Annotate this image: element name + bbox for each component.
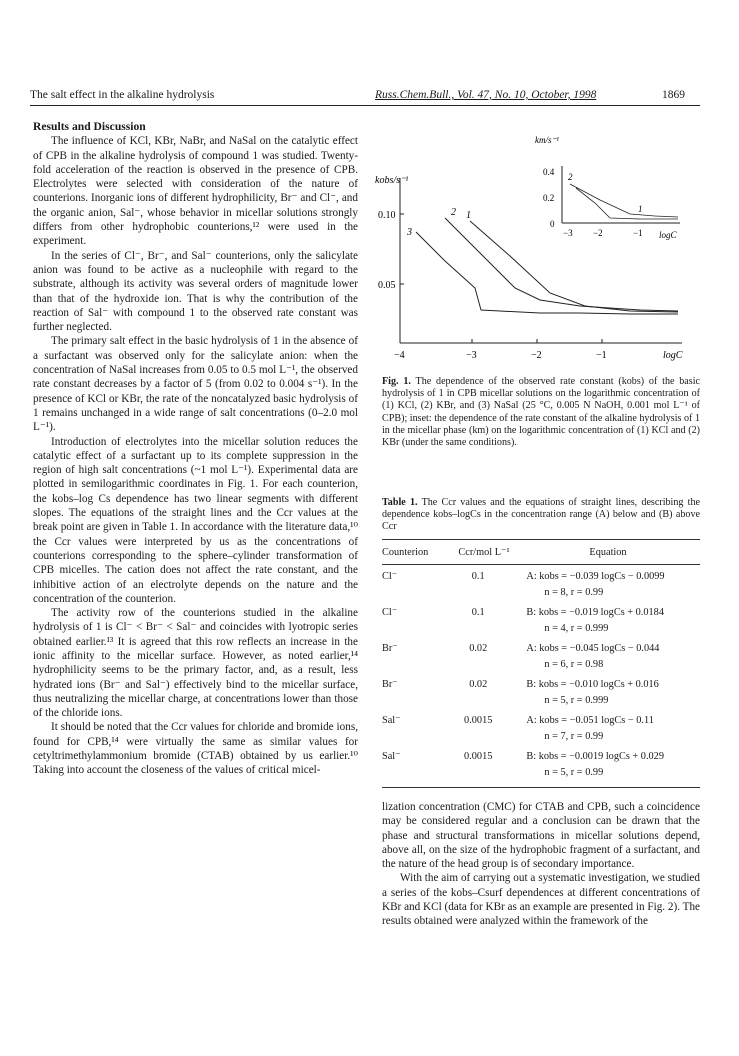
equation-stats: n = 5, r = 0.999 [544,695,609,706]
table-caption-text: The Ccr values and the equations of straight lines, describing the dependence kobs–logCs in the concentration range (A) below and (B) above Ccr [382,497,700,533]
table-1 [382,539,700,788]
paragraph: The influence of KCl, KBr, NaBr, and NaSal on the catalytic effect of CPB in the alkaline hydrolysis of compound 1 was studied. Twenty-fold acceleration of the reaction is observed in the presence of CPB. Electrolytes were selected with consideration of the nature of counterions. Inorganic ions of different hydrophilicity, Br⁻ and Cl⁻, and the organic anion, Sal⁻, whose behavior in micellar solutions strongly differs from other hydrophobic counterions,¹² were used in the experiment. [33,135,358,248]
header-rule [30,105,700,106]
table-bottom-rule [382,787,700,788]
table-cell [508,713,700,745]
table-cell: Sal⁻ [382,751,401,762]
equation-stats: n = 8, r = 0.99 [544,587,604,598]
figure-caption-label: Fig. 1. [382,376,411,387]
equation: A: kobs = −0.039 logCs − 0.0099 [526,571,665,582]
x-tick-label: −2 [531,350,542,361]
equation: B: kobs = −0.010 logCs + 0.016 [526,679,659,690]
table-cell: 0.0015 [464,715,493,726]
column-header: Counterion [382,546,429,558]
running-title: The salt effect in the alkaline hydrolysis [30,89,215,101]
table-cell: Br⁻ [382,643,398,654]
inset-curve-kcl [570,184,678,217]
table-row [382,677,700,709]
table-cell [508,605,700,637]
paragraph: lization concentration (CMC) for CTAB and CPB, such a coincidence may be considered regular and a conclusion can be drawn that the phase and structural transformations in micellar solutions depend, above all, on the size of the hydrophobic fragment of a surfactant, and the nature of the head group is of secondary importance. [382,801,700,871]
inset-curve-label-1: 1 [638,204,643,214]
table-caption [382,497,700,534]
curve-label-3: 3 [407,227,412,238]
table-caption-label: Table 1. [382,497,418,508]
paragraph: The primary salt effect in the basic hydrolysis of 1 in the absence of a surfactant was observed only for the salicylate anion: when the concentration of NaSal increases from 0.05 to 0.5 mol L⁻¹, the observed rate constant decreases by a factor of 5 (from 0.02 to 0.004 s⁻¹). In the presence of KCl or KBr, the rate of the noncatalyzed basic hydrolysis of 1 remains unchanged in a wide range of salt concentrations (0–2.0 mol L⁻¹). [33,335,358,434]
curve-kcl [470,221,678,312]
paragraph: With the aim of carrying out a systematic investigation, we studied a series of the kobs–Csurf dependences at different concentrations of KBr and KCl (data for KBr as an example are presented in Fig. 2). The results obtained were analyzed within the framework of the [382,872,700,928]
paragraph: The activity row of the counterions studied in the alkaline hydrolysis of 1 is Cl⁻ < Br⁻ < Sal⁻ and coincides with lyotropic series obtained earlier.¹³ It is agreed that this row reflects an increase in the ionic affinity to the micellar surface. However, as noted earlier,¹⁴ hydrophilicity seems to be the primary factor, and, as a result, less hydrated ions (Br⁻ and Sal⁻) effectively bind to the micellar surface, thus neutralizing the micellar charge, at concentrations lower than those of the chloride ions. [33,607,358,720]
table-cell: 0.1 [471,571,485,582]
section-title: Results and Discussion [33,120,146,133]
right-column-text [382,800,700,929]
column-header: Ccr/mol L⁻¹ [458,547,510,558]
journal-citation: Russ.Chem.Bull., Vol. 47, No. 10, October, 1998 [375,89,597,101]
equation: B: kobs = −0.0019 logCs + 0.029 [526,751,664,762]
inset-y-tick-label: 0 [550,219,555,229]
table-row [382,569,700,601]
x-tick-label: −4 [394,350,405,361]
equation-stats: n = 6, r = 0.98 [544,659,604,670]
table-row [382,605,700,637]
equation-stats: n = 5, r = 0.99 [544,767,604,778]
x-tick-label: −3 [466,350,477,361]
y-tick-label: 0.05 [378,280,396,291]
column-header: Equation [589,546,627,558]
table-row [382,641,700,673]
equation: B: kobs = −0.019 logCs + 0.0184 [526,607,664,618]
inset-x-tick-label: −2 [593,228,603,238]
table-cell [508,677,700,709]
table-cell: Cl⁻ [382,571,398,582]
table-cell [508,569,700,601]
paragraph: In the series of Cl⁻, Br⁻, and Sal⁻ counterions, only the salicylate anion was found to be active as a nucleophile with regard to the substrate, although its activity was several orders of magnitude lower than that of the hydroxide ion. That is why the contribution of the reaction of Sal⁻ with compound 1 to the observed rate constant was further neglected. [33,249,358,334]
x-tick-label: −1 [596,350,607,361]
curve-nasal [416,232,678,314]
main-y-axis-label: kobs/s⁻¹ [375,175,409,186]
table-header-row [382,540,700,564]
table-cell: Cl⁻ [382,607,398,618]
table-cell: Sal⁻ [382,715,401,726]
curve-label-1: 1 [466,210,471,221]
page-header [30,87,700,107]
main-x-axis-label: logC [663,350,683,361]
table-cell: 0.0015 [464,751,493,762]
inset-x-axis-label: logC [659,230,677,240]
paragraph: It should be noted that the Ccr values for chloride and bromide ions, found for CPB,¹⁴ were virtually the same as similar values for cetyltrimethylammonium bromide (CTAB) obtained by us earlier.¹⁰ Taking into account the closeness of the values of critical micel- [33,721,358,777]
table-cell [508,641,700,673]
equation-stats: n = 7, r = 0.99 [544,731,604,742]
figure-caption-text: The dependence of the observed rate constant (kobs) of the basic hydrolysis of 1 in CPB micellar solutions on the logarithmic concentration of (1) KCl, (2) KBr, and (3) NaSal (25 °C, 0.005 N NaOH, 0.001 mol L⁻¹ of CPB); inset: the dependence of the rate constant of the alkaline hydrolysis of 1 in the micellar phase (km) on the logarithmic concentration of (1) KCl and (2) KBr (under the same conditions). [382,376,700,449]
inset-curve-kbr [576,188,678,219]
page-number: 1869 [662,89,685,101]
table-cell: 0.02 [469,643,488,654]
inset-y-tick-label: 0.4 [543,167,555,177]
paragraph: Introduction of electrolytes into the micellar solution reduces the catalytic effect of a surfactant up to its complete suppression in the region of high salt concentrations (~1 mol L⁻¹). Experimental data are plotted in semilogarithmic coordinates in Fig. 1. For each counterion, the kobs–log Cs dependence has two linear segments with different slopes. The equations of the straight lines and the Ccr values at the break point are given in Table 1. In accordance with the literature data,¹⁰ the Ccr values were interpreted by us as the concentrations of counterions corresponding to the sphere–cylinder transformation of CPB micelles. The cation does not affect the rate constant, and the inhibitive action of an electrolyte depends on the nature and the concentration of the counterion. [33,435,358,605]
y-tick-label: 0.10 [378,210,396,221]
equation-stats: n = 4, r = 0.999 [544,623,609,634]
table-cell: 0.1 [471,607,485,618]
table-row [382,713,700,745]
equation: A: kobs = −0.051 logCs − 0.11 [526,715,654,726]
inset-curve-label-2: 2 [568,172,573,182]
table-cell [508,749,700,781]
equation: A: kobs = −0.045 logCs − 0.044 [526,643,660,654]
table-cell: Br⁻ [382,679,398,690]
figure-1-plot [375,128,700,368]
inset-y-axis-label: km/s⁻¹ [535,135,559,145]
curve-label-2: 2 [451,207,456,218]
left-column [33,120,358,778]
figure-1 [375,128,700,368]
inset-x-tick-label: −3 [563,228,573,238]
inset-x-tick-label: −1 [633,228,643,238]
inset-y-tick-label: 0.2 [543,193,555,203]
figure-caption [382,376,700,449]
table-cell: 0.02 [469,679,488,690]
table-row [382,749,700,781]
